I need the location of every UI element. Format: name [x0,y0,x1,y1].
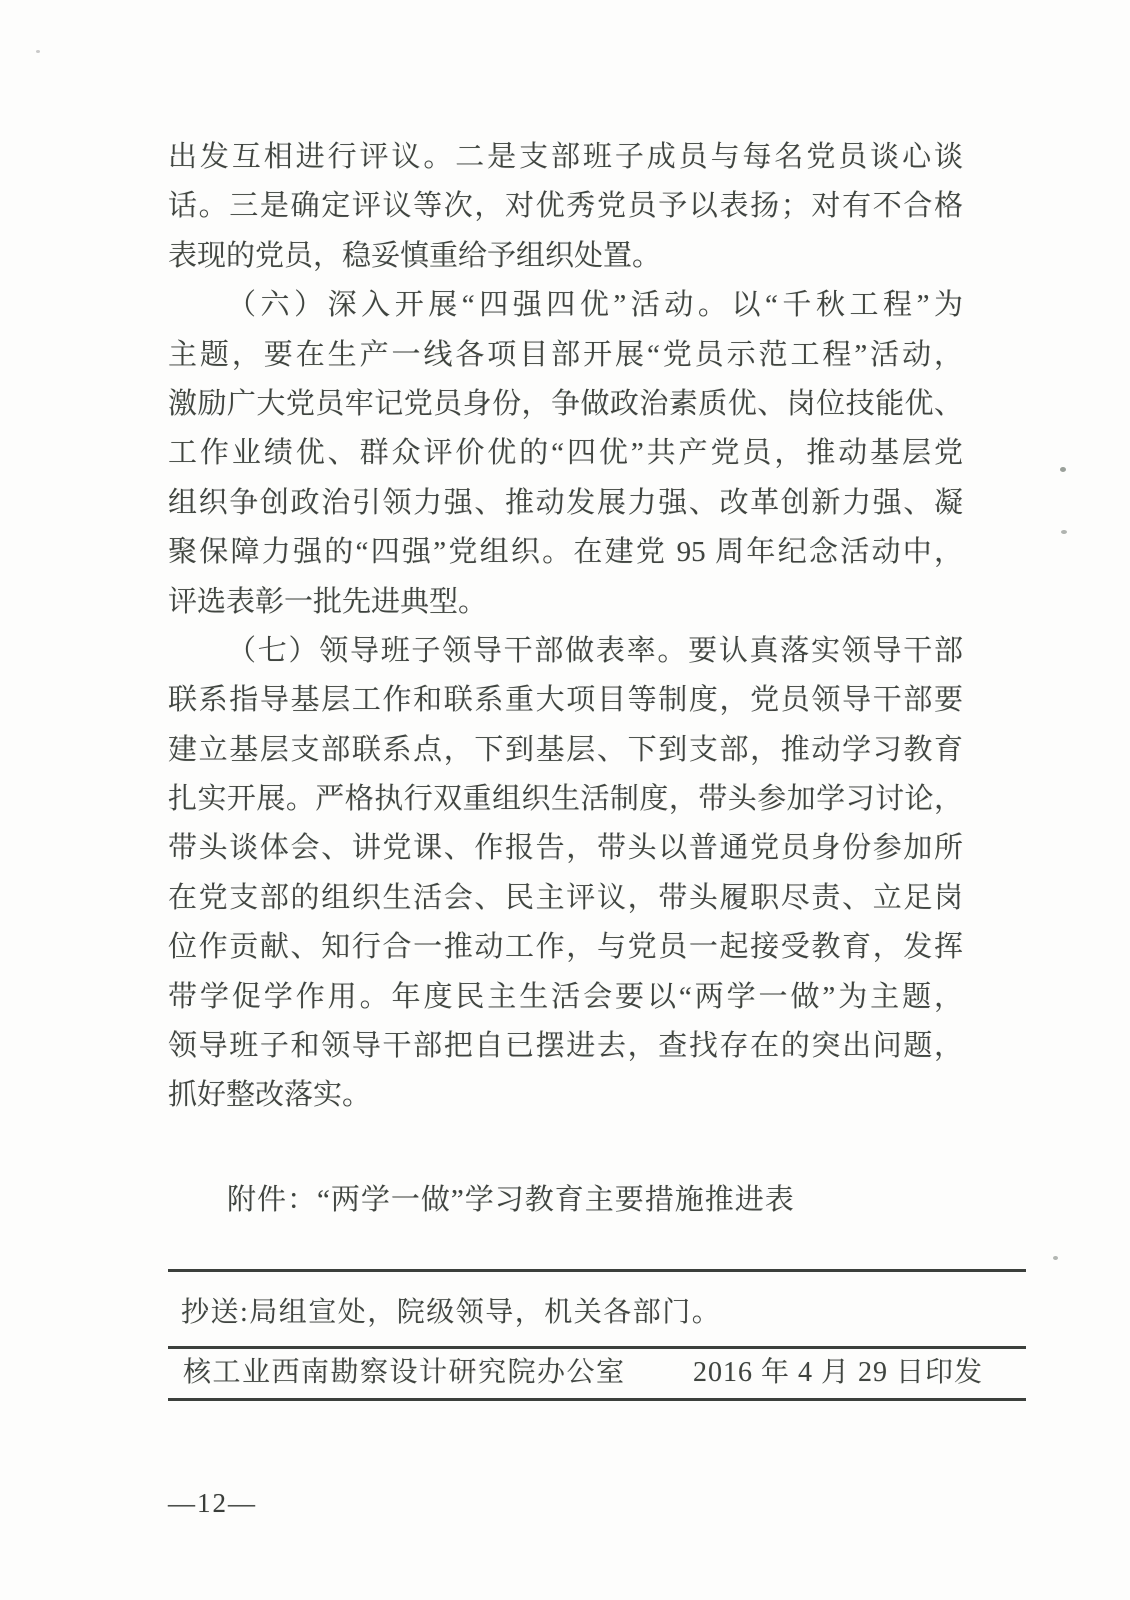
scan-speck [36,50,40,53]
body-text-line: 聚保障力强的“四强”党组织。在建党 95 周年纪念活动中， [168,536,963,569]
body-text-line: 工作业绩优、群众评价优的“四优”共产党员，推动基层党 [168,437,963,470]
footer-rule-middle [168,1346,1026,1349]
body-text-line: 表现的党员，稳妥慎重给予组织处置。 [168,239,662,272]
body-text-line: 激励广大党员牢记党员身份，争做政治素质优、岗位技能优、 [168,387,963,420]
body-text-line: 出发互相进行评议。二是支部班子成员与每名党员谈心谈 [168,141,963,173]
body-text-line: 领导班子和领导干部把自已摆进去，查找存在的突出问题， [168,1030,963,1063]
body-text-line: （七）领导班子领导干部做表率。要认真落实领导干部 [227,634,963,667]
print-date: 2016 年 4 月 29 日印发 [692,1357,983,1388]
issuer-row [183,1356,983,1390]
cc-line: 抄送:局组宣处，院级领导，机关各部门。 [181,1297,722,1328]
attachment-line: 附件：“两学一做”学习教育主要措施推进表 [227,1184,795,1216]
body-text-line: 位作贡献、知行合一推动工作，与党员一起接受教育，发挥 [168,931,963,964]
body-text-line: 主题，要在生产一线各项目部开展“党员示范工程”活动， [168,338,963,371]
page-number: —12— [168,1488,257,1518]
scan-speck [1061,530,1067,534]
footer-rule-top [168,1269,1026,1272]
body-text-line: 联系指导基层工作和联系重大项目等制度，党员领导干部要 [168,684,963,717]
body-text-line: 话。三是确定评议等次，对优秀党员予以表扬；对有不合格 [168,190,963,223]
body-text-line: （六）深入开展“四强四优”活动。以“千秋工程”为 [227,289,963,322]
body-text-line: 组织争创政治引领力强、推动发展力强、改革创新力强、凝 [168,486,963,519]
body-text-line: 建立基层支部联系点，下到基层、下到支部，推动学习教育 [168,733,963,766]
footer-rule-bottom [168,1398,1026,1401]
scan-speck [1053,1256,1058,1260]
body-text-line: 带头谈体会、讲党课、作报告，带头以普通党员身份参加所 [168,832,963,865]
body-text-line: 带学促学作用。年度民主生活会要以“两学一做”为主题， [168,980,963,1013]
body-text-line: 在党支部的组织生活会、民主评议，带头履职尽责、立足岗 [168,881,963,914]
body-text-line: 抓好整改落实。 [168,1079,372,1112]
body-text [168,133,963,1121]
body-text-line: 扎实开展。严格执行双重组织生活制度，带头参加学习讨论， [168,783,963,816]
body-text-line: 评选表彰一批先进典型。 [168,585,488,618]
issuer-office: 核工业西南勘察设计研究院办公室 [183,1357,626,1388]
scan-speck [1060,467,1066,472]
